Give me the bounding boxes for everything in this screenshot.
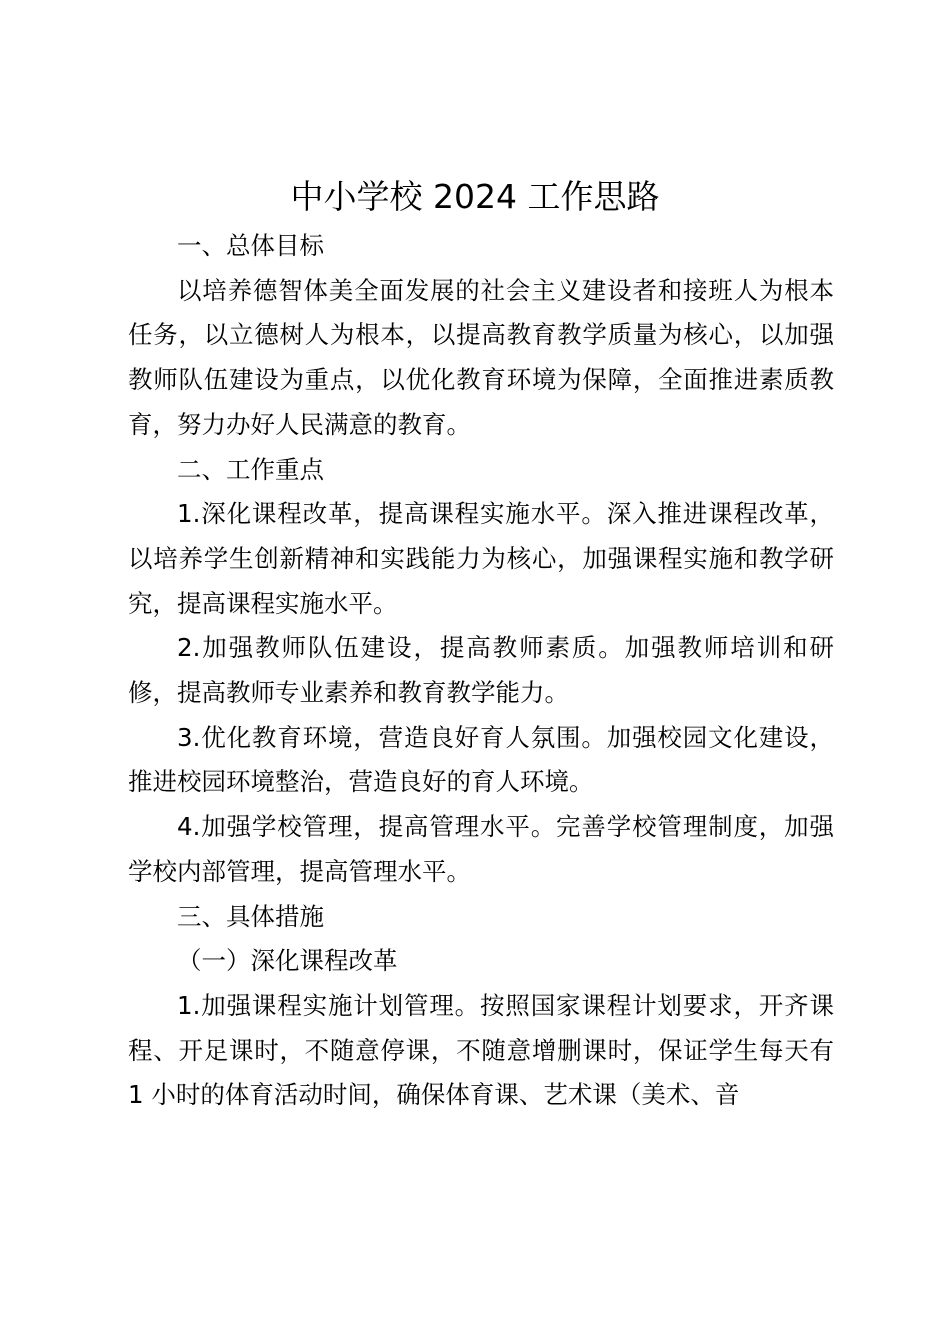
section-heading-measures: 三、具体措施 — [177, 901, 324, 931]
paragraph-focus-2: 2.加强教师队伍建设，提高教师素质。加强教师培训和研修，提高教师专业素养和教育教学能力。 — [128, 633, 834, 708]
section-heading-overall-goal: 一、总体目标 — [177, 231, 324, 260]
paragraph-focus-1: 1.深化课程改革，提高课程实施水平。深入推进课程改革，以培养学生创新精神和实践能力为核心，加强课程实施和教学研究，提高课程实施水平。 — [128, 499, 834, 618]
paragraph-focus-3: 3.优化教育环境，营造良好育人氛围。加强校园文化建设，推进校园环境整治，营造良好的育人环境。 — [128, 722, 834, 797]
paragraph-measure-1: 1.加强课程实施计划管理。按照国家课程计划要求，开齐课程、开足课时，不随意停课，不随意增删课时，保证学生每天有 1 小时的体育活动时间，确保体育课、艺术课（美术、音 — [128, 990, 834, 1110]
section-heading-work-focus: 二、工作重点 — [177, 454, 324, 484]
document-body — [128, 224, 834, 1118]
document-title: 中小学校 2024 工作思路 — [290, 177, 660, 216]
subsection-heading-curriculum-reform: （一）深化课程改革 — [177, 946, 398, 976]
paragraph-focus-4: 4.加强学校管理，提高管理水平。完善学校管理制度，加强学校内部管理，提高管理水平。 — [128, 812, 834, 886]
paragraph-overall-goal: 以培养德智体美全面发展的社会主义建设者和接班人为根本任务，以立德树人为根本，以提高教育教学质量为核心，以加强教师队伍建设为重点，以优化教育环境为保障，全面推进素质教育，努力办好人民满意的教育。 — [128, 275, 834, 439]
